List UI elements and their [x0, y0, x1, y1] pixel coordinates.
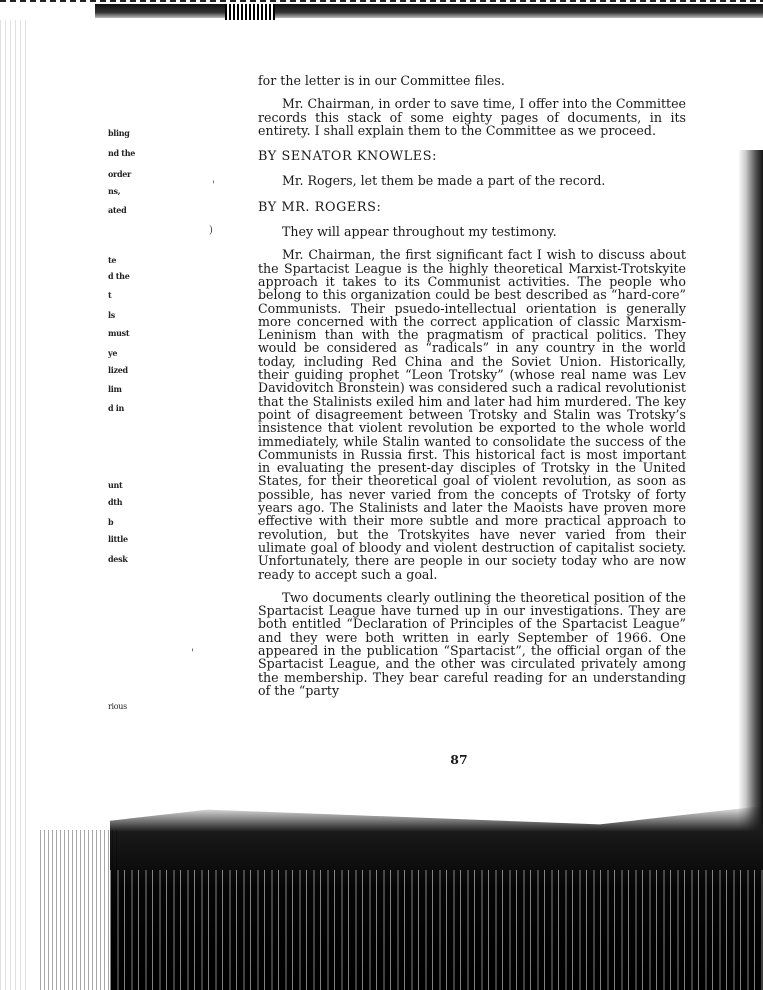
bottom-scan-streaks [110, 870, 763, 990]
margin-fragment: ls [108, 310, 115, 320]
margin-fragment: rious [108, 702, 127, 711]
paragraph: Two documents clearly outlining the theoretical position of the Spartacist League have turned up in our investigations. They are both entitled “Declaration of Principles of the Spartacist League” and they were both written in early September of 1966. One appeared in the publication “Spartacist”, the official organ of the Spartacist League, and the other was circulated privately among the membership. They bear careful reading for an understanding of the “party [258, 589, 686, 698]
margin-fragment: ye [108, 348, 118, 358]
margin-fragment: unt [108, 480, 123, 490]
stray-mark: ' [212, 180, 215, 191]
page-number: 87 [450, 752, 468, 767]
margin-fragment: d the [108, 271, 130, 281]
margin-fragment: desk [108, 554, 128, 564]
bottom-left-scan-noise [40, 830, 120, 990]
paragraph: Mr. Rogers, let them be made a part of the record. [282, 173, 606, 189]
top-scan-streaks [225, 4, 275, 20]
margin-fragment: t [108, 290, 112, 300]
margin-fragment: ns, [108, 186, 121, 196]
margin-fragment: te [108, 255, 117, 265]
stray-mark: ) [209, 225, 213, 236]
margin-fragment: b [108, 517, 114, 527]
margin-fragment: ated [108, 205, 127, 215]
section-heading: BY MR. ROGERS: [258, 199, 382, 215]
paragraph-continuation: for the letter is in our Committee files. [258, 73, 505, 88]
margin-fragment: little [108, 534, 128, 544]
margin-fragment: d in [108, 403, 125, 413]
top-scan-rule [0, 0, 763, 2]
paragraph: They will appear throughout my testimony. [282, 224, 557, 240]
margin-fragment: order [108, 169, 131, 179]
left-edge-noise [0, 20, 30, 990]
margin-fragment: must [108, 328, 130, 338]
margin-fragment: lim [108, 384, 122, 394]
paragraph: Mr. Chairman, in order to save time, I offer into the Committee records this stack of some eighty pages of documents, in its entirety. I shall explain them to the Committee as we proceed. [258, 96, 686, 138]
margin-fragment: bling [108, 128, 130, 138]
top-scan-bar [95, 4, 763, 18]
margin-fragment: dth [108, 497, 123, 507]
stray-mark: ' [191, 648, 194, 659]
paragraph: Mr. Chairman, the first significant fact I wish to discuss about the Spartacist League is the highly theoretical Marxist-Trotskyite approach it takes to its Communist activities. The people who belong to this organization could be best described as “hard-core” Communists. Their psuedo-intellectual orientation is generally more concerned with the correct application of classic Marxism-Leninism than with the pragmatism of practical politics. They would be considered as “radicals” in any country in the world today, including Red China and the Soviet Union. Historically, their guiding prophet “Leon Trotsky” (whose real name was Lev Davidovitch Bronstein) was considered such a radical revolutionist that the Stalinists exiled him and later had him murdered. The key point of disagreement between Trotsky and Stalin was Trotsky’s insistence that violent revolution be exported to the whole world immediately, while Stalin wanted to consolidate the success of the Communists in Russia first. This historical fact is most important in evaluating the present-day disciples of Trotsky in the United States, for their theoretical goal of violent revolution, as soon as possible, has never varied from the concepts of Trotsky of forty years ago. The Stalinists and later the Maoists have proven more effective with their more subtle and more practical approach to revolution, but the Trotskyites have never varied from their ulimate goal of bloody and violent destruction of capitalist society. Unfortunately, there are people in our society today who are now ready to accept such a goal. [258, 247, 686, 582]
page-body-text [258, 74, 686, 697]
margin-fragment: lized [108, 365, 128, 375]
section-heading: BY SENATOR KNOWLES: [258, 149, 437, 165]
margin-fragment: nd the [108, 148, 135, 158]
